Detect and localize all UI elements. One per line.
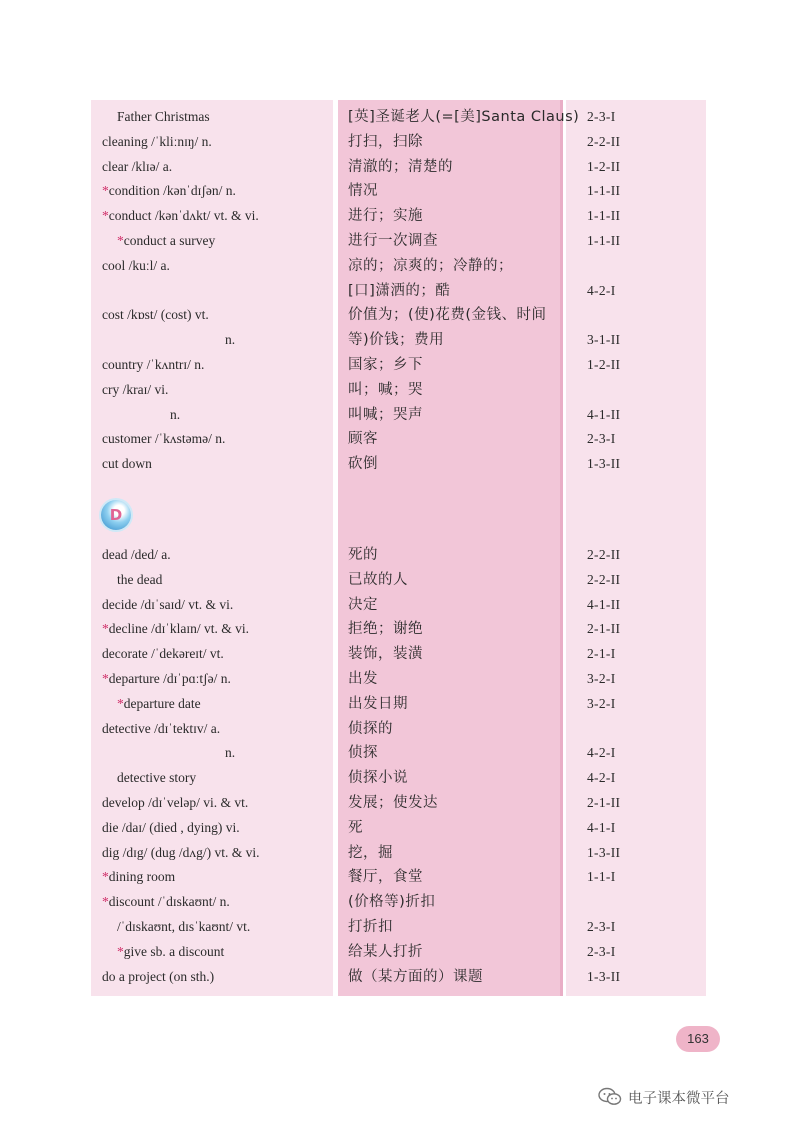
entry-headword [117,568,162,592]
entry-headword-text: die /daɪ/ (died , dying) vi. [102,819,240,835]
entry-headword-text: n. [225,332,236,348]
entry-headword [102,353,204,377]
entry-headword-text: detective story [117,770,197,786]
entry-headword [102,642,224,666]
entry-unit-ref: 3-2-I [587,695,616,711]
entry-meaning: 进行一次调查 [348,233,438,249]
entry-meaning: 情况 [348,183,378,200]
asterisk-icon: * [117,943,124,959]
entry-headword-text: decide /dɪˈsaɪd/ vt. & vi. [102,596,234,612]
entry-headword [117,105,210,129]
entry-meaning: 等)价钱；费用 [348,332,445,349]
entry-meaning: 叫；喊；哭 [348,381,423,398]
asterisk-icon: * [102,869,109,885]
glossary-row [0,965,800,989]
entry-headword [102,816,240,840]
glossary-row [0,105,800,129]
entry-unit-ref: 2-3-I [587,919,616,934]
entry-headword [170,403,180,427]
glossary-row [0,403,800,427]
entry-unit-ref: 2-1-II [587,621,621,637]
entry-headword-text: n. [170,406,181,422]
entry-headword-text: cut down [102,456,152,472]
entry-headword-text: decline /dɪˈklaɪn/ vt. & vi. [108,621,249,637]
entry-meaning: 出发日期 [348,695,408,712]
entry-meaning: 死的 [348,547,378,563]
entry-headword [102,890,230,914]
entry-headword-text: cry /kraɪ/ vi. [102,381,169,397]
asterisk-icon: * [102,208,109,224]
glossary-row [0,452,800,476]
asterisk-icon: * [102,671,109,686]
entry-headword-text: customer /ˈkʌstəmə/ n. [102,431,226,447]
entry-headword-text: clear /klɪə/ a. [102,158,173,174]
glossary-row [0,427,800,451]
entry-unit-ref: 4-1-II [587,596,621,612]
entry-meaning: 挖，掘 [348,844,393,861]
entry-meaning: (价格等)折扣 [348,894,436,911]
entry-headword-text: departure date [123,695,201,711]
entry-unit-ref: 2-2-II [587,547,621,562]
entry-meaning: 侦探小说 [348,770,408,787]
entry-headword-text: dining room [108,869,176,885]
entry-unit-ref: 1-3-II [587,456,621,472]
entry-meaning: 给某人打折 [348,943,423,960]
entry-meaning: 拒绝；谢绝 [348,621,423,638]
entry-headword [102,155,172,179]
entry-meaning: 死 [348,819,363,836]
entry-headword [102,965,214,989]
entry-headword-text: discount /ˈdɪskaʊnt/ n. [108,894,230,910]
glossary-row [0,741,800,765]
entry-headword-text: detective /dɪˈtektɪv/ a. [102,720,221,736]
entry-meaning: 凉的；凉爽的；冷静的； [348,257,513,274]
entry-headword-text: give sb. a discount [123,943,225,959]
entry-unit-ref: 2-3-I [587,431,616,447]
entry-meaning: 餐厅，食堂 [348,869,423,886]
entry-headword [102,378,168,402]
entry-meaning: 打扫，扫除 [348,133,423,150]
entry-headword [102,254,170,278]
watermark-text: 电子课本微平台 [628,1090,730,1107]
entry-headword-text: conduct /kənˈdʌkt/ vt. & vi. [108,208,259,224]
glossary-row [0,642,800,666]
glossary-row [0,279,800,303]
glossary-row [0,229,800,253]
entry-headword-text: /ˈdɪskaʊnt, dɪsˈkaʊnt/ vt. [117,919,251,934]
asterisk-icon: * [117,233,124,248]
entry-headword-text: decorate /ˈdekəreɪt/ vt. [102,646,224,662]
entry-headword [102,204,259,228]
entry-unit-ref: 2-1-I [587,646,616,662]
entry-meaning: 国家；乡下 [348,357,423,373]
glossary-row [0,254,800,278]
entry-headword [102,303,209,327]
glossary-row [0,179,800,203]
entry-meaning: 叫喊；哭声 [348,406,423,423]
entry-headword [102,130,212,154]
entry-headword-text: conduct a survey [123,233,216,248]
entry-unit-ref: 1-1-I [587,869,616,885]
entry-unit-ref: 4-1-I [587,819,616,835]
entry-unit-ref: 4-2-I [587,770,616,786]
entry-unit-ref: 2-3-I [587,109,616,124]
entry-headword [117,766,196,790]
entry-unit-ref: 3-1-II [587,332,621,348]
entry-headword [102,179,236,203]
entry-headword-text: n. [225,745,236,761]
entry-unit-ref: 1-1-II [587,183,621,199]
entry-headword [102,452,152,476]
asterisk-icon: * [102,621,109,637]
page-number: 163 [676,1026,720,1052]
glossary-row [0,593,800,617]
entry-unit-ref: 1-2-II [587,158,621,174]
entry-headword [102,593,233,617]
entry-meaning: 打折扣 [348,919,393,935]
entry-headword [225,328,235,352]
entry-headword [102,543,171,567]
entry-unit-ref: 2-2-II [587,571,621,587]
entry-headword-text: departure /dɪˈpɑːtʃə/ n. [108,671,231,686]
asterisk-icon: * [102,894,109,910]
glossary-row [0,378,800,402]
section-d-badge [101,500,131,530]
glossary-row [0,692,800,716]
entry-meaning: 做（某方面的）课题 [348,968,483,985]
entry-headword [102,791,248,815]
entry-headword [117,692,201,716]
glossary-row [0,617,800,641]
glossary-row [0,353,800,377]
entry-headword [102,667,231,691]
entry-meaning: 侦探 [348,745,378,762]
entry-headword-text: dig /dɪg/ (dug /dʌg/) vt. & vi. [102,844,260,860]
glossary-row [0,766,800,790]
entry-headword-text: the dead [117,571,163,587]
entry-headword-text: cool /kuːl/ a. [102,257,170,273]
glossary-row [0,890,800,914]
entry-meaning: 清澈的；清楚的 [348,158,453,175]
entry-unit-ref: 1-3-II [587,844,621,860]
wechat-icon [598,1087,622,1107]
entry-headword-text: country /ˈkʌntrɪ/ n. [102,357,205,372]
asterisk-icon: * [117,695,124,711]
glossary-row [0,865,800,889]
entry-unit-ref: 4-2-I [587,745,616,761]
glossary-row [0,667,800,691]
entry-headword [102,717,220,741]
entry-unit-ref: 1-1-II [587,208,621,224]
watermark [598,1085,730,1109]
entry-meaning: 侦探的 [348,720,393,737]
entry-headword-text: cost /kɒst/ (cost) vt. [102,307,209,323]
glossary-row [0,328,800,352]
entry-headword [225,741,235,765]
entry-meaning: 决定 [348,596,378,613]
entry-headword-text: develop /dɪˈveləp/ vi. & vt. [102,795,249,810]
glossary-row [0,841,800,865]
entry-meaning: 砍倒 [348,456,378,473]
entry-unit-ref: 1-1-II [587,233,621,248]
entry-unit-ref: 2-2-II [587,133,621,149]
glossary-row [0,303,800,327]
entry-headword-text: Father Christmas [117,109,210,124]
entry-headword [102,841,260,865]
entry-unit-ref: 2-1-II [587,795,621,810]
glossary-row [0,915,800,939]
glossary-row [0,816,800,840]
entry-meaning: 出发 [348,671,378,687]
glossary-row [0,155,800,179]
entry-headword-text: condition /kənˈdɪʃən/ n. [108,183,236,199]
entry-unit-ref: 1-3-II [587,968,621,984]
entry-unit-ref: 4-2-I [587,282,616,298]
entry-headword [102,865,175,889]
entry-headword [117,940,224,964]
entry-unit-ref: 3-2-I [587,671,616,686]
entry-headword [102,427,225,451]
glossary-row [0,717,800,741]
entry-headword-text: dead /ded/ a. [102,547,171,562]
entry-headword [117,229,215,253]
entry-headword-text: cleaning /ˈkliːnɪŋ/ n. [102,133,212,149]
entry-meaning: 发展；使发达 [348,795,438,811]
entry-unit-ref: 1-2-II [587,357,621,372]
entry-meaning: 已故的人 [348,571,408,588]
glossary-row [0,204,800,228]
entry-headword [102,617,249,641]
entry-headword [117,915,250,939]
entry-meaning: 顾客 [348,431,378,448]
entry-meaning: 装饰，装潢 [348,646,423,663]
entry-meaning: [口]潇洒的；酷 [348,282,451,299]
entry-meaning: 进行；实施 [348,208,423,225]
entry-meaning: 价值为；(使)花费(金钱、时间 [348,307,547,324]
glossary-row [0,543,800,567]
entry-unit-ref: 4-1-II [587,406,621,422]
glossary-row [0,940,800,964]
glossary-row [0,568,800,592]
glossary-row [0,130,800,154]
entry-unit-ref: 2-3-I [587,943,616,959]
entry-headword-text: do a project (on sth.) [102,968,215,984]
glossary-row [0,791,800,815]
section-letter: D [109,506,123,524]
asterisk-icon: * [102,183,109,199]
entry-meaning: [英]圣诞老人(=[美]Santa Claus) [348,109,580,125]
